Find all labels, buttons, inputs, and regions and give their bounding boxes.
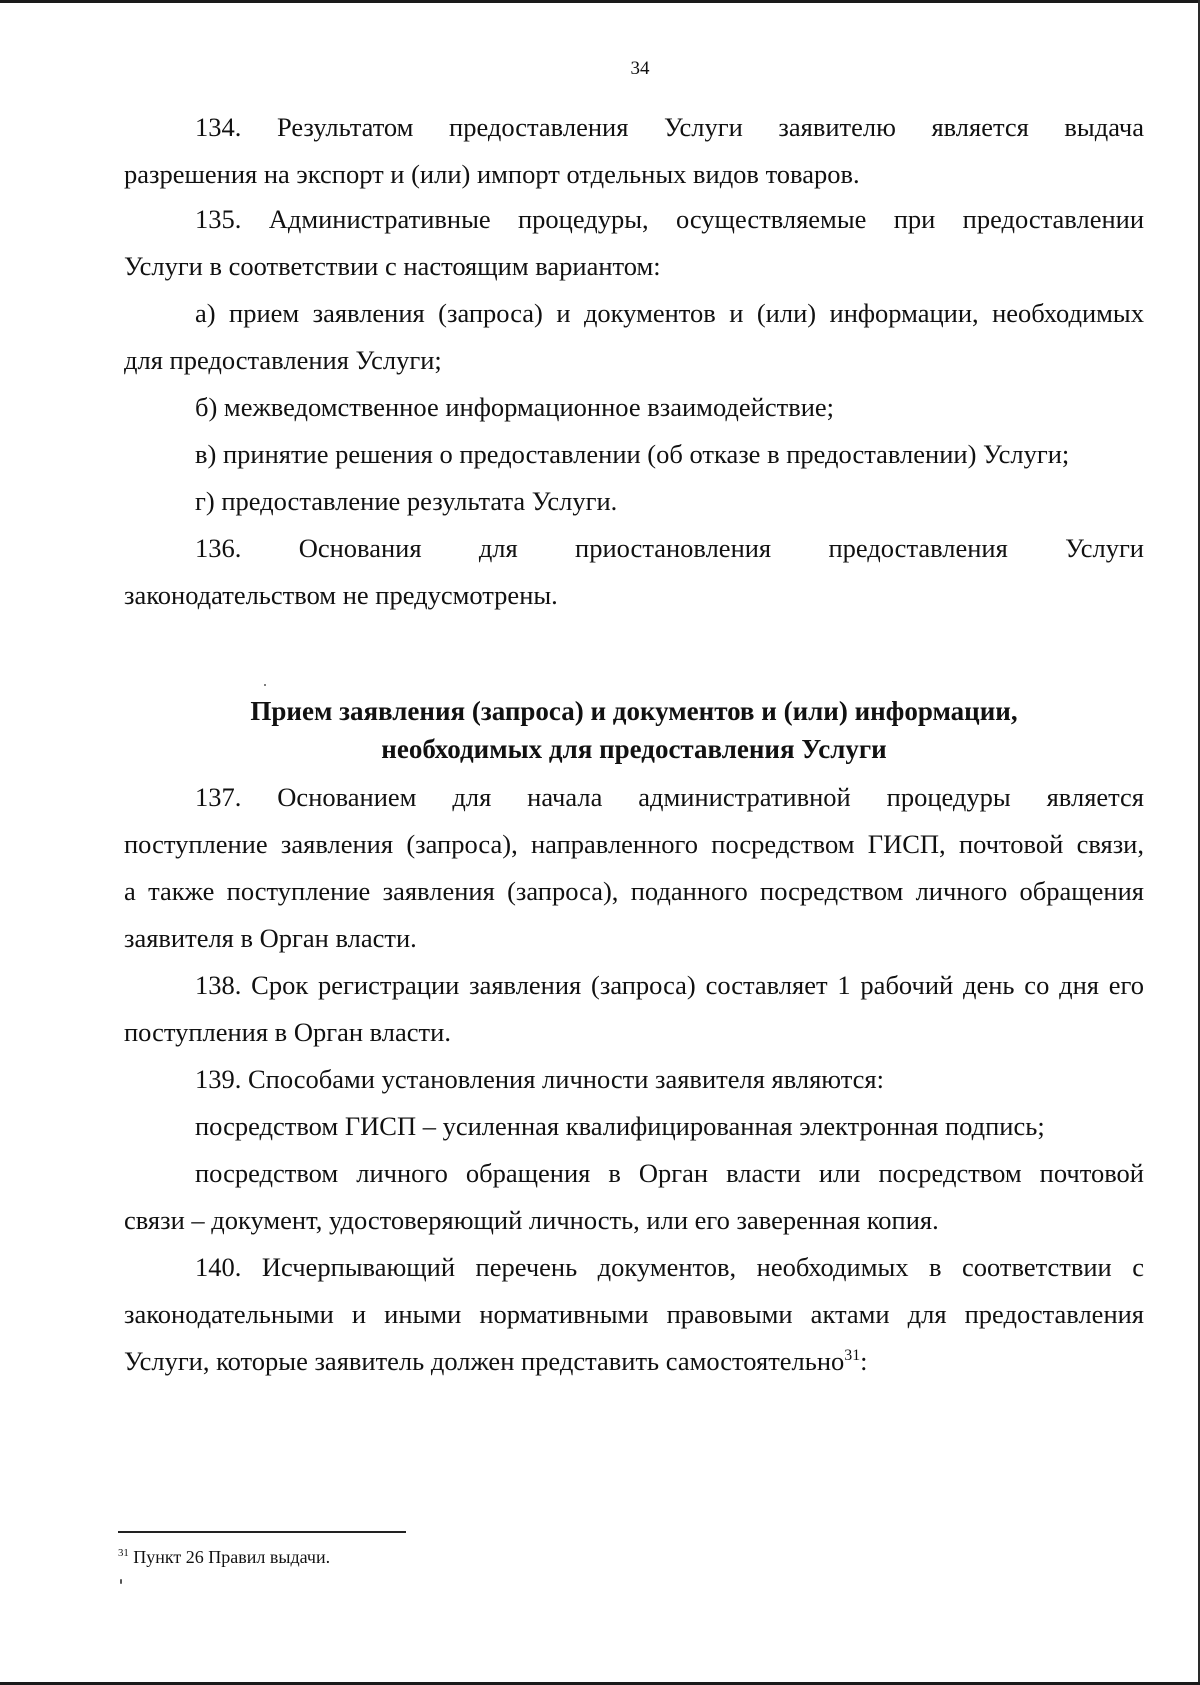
footnote-number: 31 [118,1547,129,1559]
list-item-139-a: посредством ГИСП – усиленная квалифицированная электронная подпись; [195,1111,1045,1141]
scan-speck [264,684,266,686]
paragraph-140 [124,1244,1144,1385]
scan-edge-top [0,0,1200,3]
page-number: 34 [630,58,650,79]
paragraph-139: 139. Способами установления личности заявителя являются: [195,1064,884,1094]
paragraph-line: поступление заявления (запроса), направленного посредством ГИСП, почтовой связи, [124,829,1144,859]
paragraph-line: разрешения на экспорт и (или) импорт отдельных видов товаров. [124,159,860,189]
paragraph-line: законодательством не предусмотрены. [124,580,558,610]
paragraph-line-end: : [860,1346,868,1376]
list-item-135-a [124,290,1144,384]
paragraph-line: 135. Административные процедуры, осуществляемые при предоставлении [195,204,1144,234]
section-title [124,692,1144,768]
list-item-135-d: г) предоставление результата Услуги. [195,486,618,516]
paragraph-line: а) прием заявления (запроса) и документов и (или) информации, необходимых [195,298,1144,328]
footnote [118,1546,330,1568]
paragraph-line: Услуги в соответствии с настоящим вариантом: [124,251,661,281]
paragraph-line: посредством личного обращения в Орган власти или посредством почтовой [195,1158,1144,1188]
paragraph-line: 136. Основания для приостановления предоставления Услуги [195,533,1144,563]
paragraph-line: заявителя в Орган власти. [124,923,417,953]
footnote-text: Пункт 26 Правил выдачи. [133,1547,331,1567]
paragraph-line: 134. Результатом предоставления Услуги заявителю является выдача [195,112,1144,142]
paragraph-136 [124,525,1144,619]
list-item-135-b: б) межведомственное информационное взаимодействие; [195,392,835,422]
paragraph-line: а также поступление заявления (запроса), поданного посредством личного обращения [124,876,1144,906]
paragraph-138 [124,962,1144,1056]
paragraph-line: для предоставления Услуги; [124,345,442,375]
list-item-135-c: в) принятие решения о предоставлении (об отказе в предоставлении) Услуги; [195,439,1070,469]
section-title-line: Прием заявления (запроса) и документов и (или) информации, [250,696,1018,726]
paragraph-line: 140. Исчерпывающий перечень документов, необходимых в соответствии с [195,1252,1144,1282]
paragraph-134 [124,104,1144,198]
list-item-139-b [124,1150,1144,1244]
footnote-reference[interactable]: 31 [844,1347,861,1365]
footnote-divider [118,1531,406,1533]
paragraph-line: законодательными и иными нормативными правовыми актами для предоставления [124,1299,1144,1329]
paragraph-line [124,1338,1144,1385]
paragraph-137 [124,774,1144,962]
document-body [124,104,1144,1385]
paragraph-line: 138. Срок регистрации заявления (запроса) составляет 1 рабочий день со дня его [195,970,1144,1000]
scan-speck [120,1579,122,1584]
paragraph-line-text: Услуги, которые заявитель должен представить самостоятельно [124,1346,845,1376]
paragraph-135 [124,196,1144,290]
paragraph-line: связи – документ, удостоверяющий личность, или его заверенная копия. [124,1205,939,1235]
paragraph-line: поступления в Орган власти. [124,1017,451,1047]
paragraph-line: 137. Основанием для начала административной процедуры является [195,782,1144,812]
section-title-line: необходимых для предоставления Услуги [381,734,887,764]
